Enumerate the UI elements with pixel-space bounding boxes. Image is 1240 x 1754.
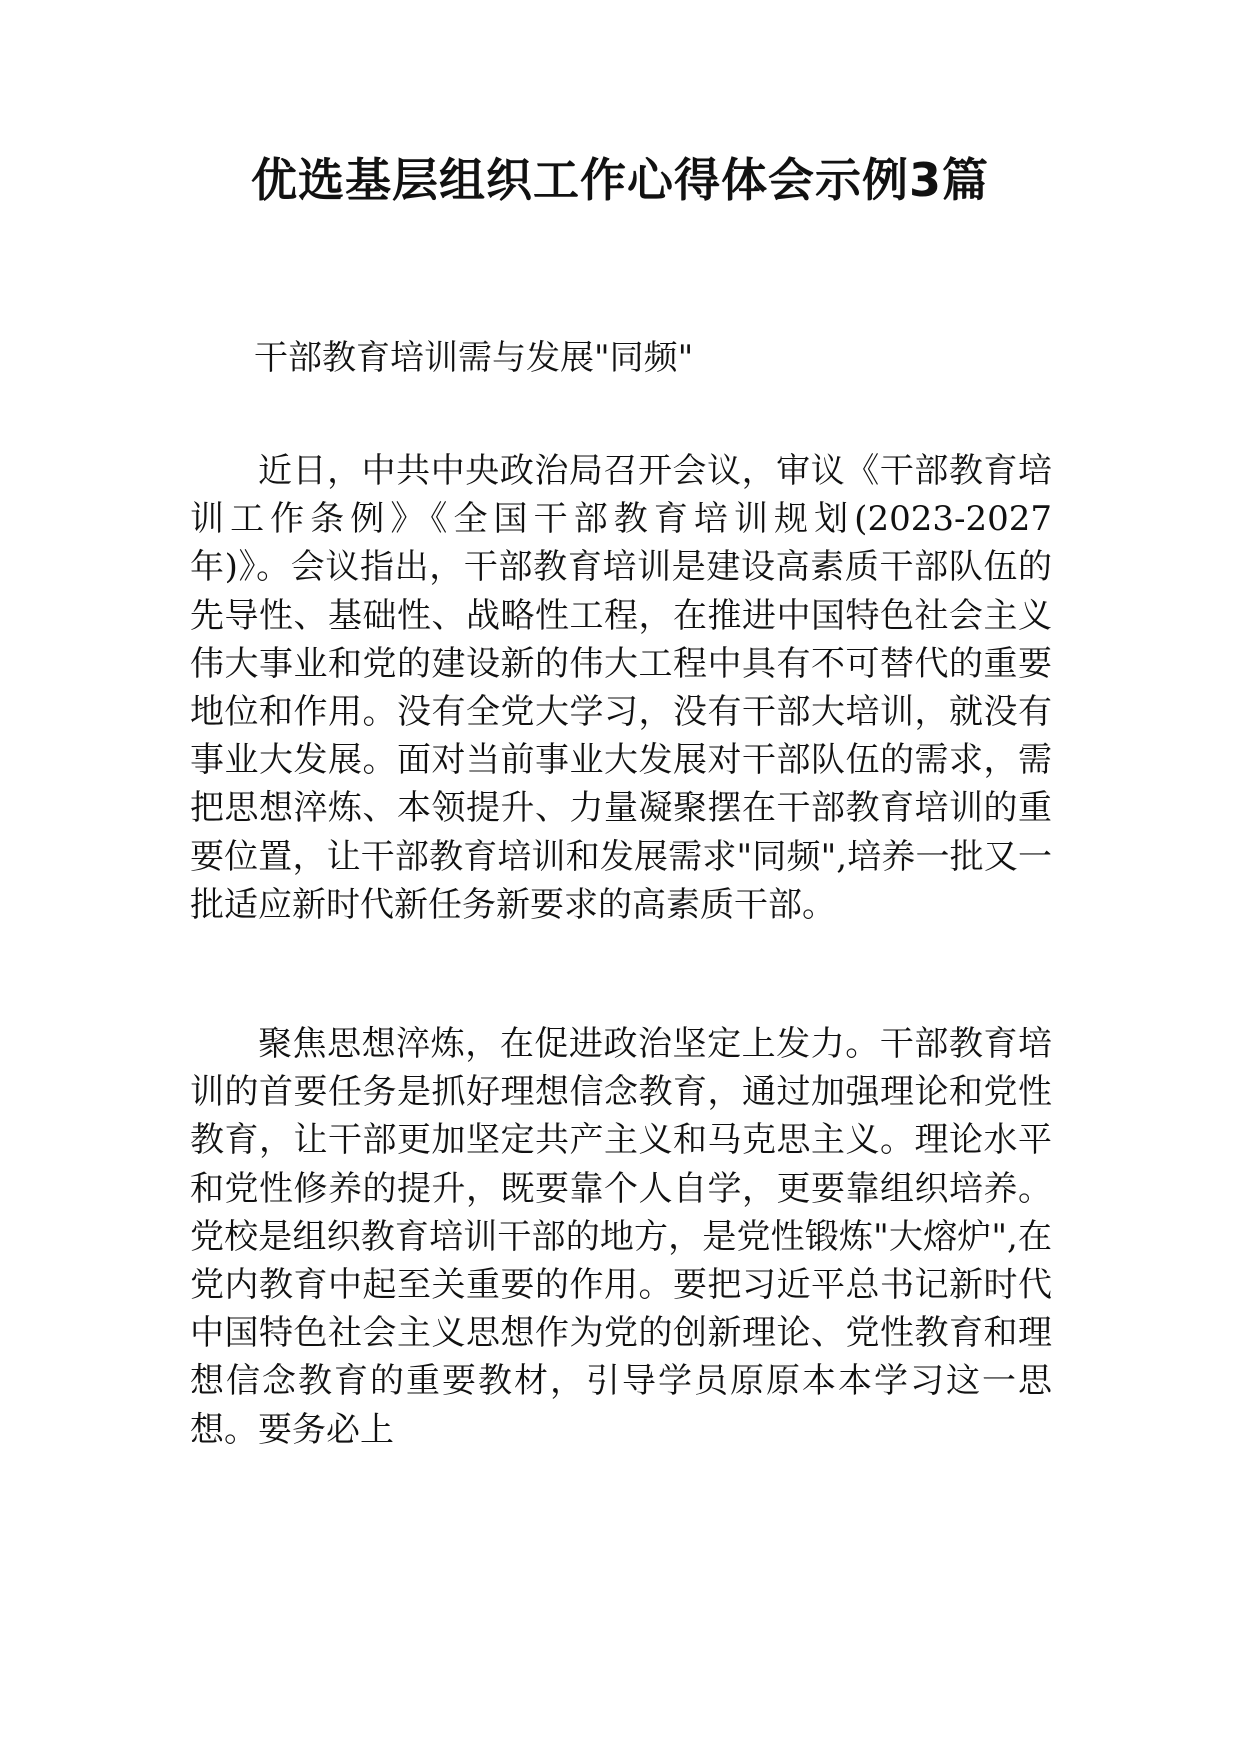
body-paragraph: 聚焦思想淬炼，在促进政治坚定上发力。干部教育培训的首要任务是抓好理想信念教育，通过加强理论和党性教育，让干部更加坚定共产主义和马克思主义。理论水平和党性修养的提升，既要靠个人自学，更要靠组织培养。党校是组织教育培训干部的地方，是党性锻炼"大熔炉",在党内教育中起至关重要的作用。要把习近平总书记新时代中国特色社会主义思想作为党的创新理论、党性教育和理想信念教育的重要教材，引导学员原原本本学习这一思想。要务必上 — [190, 1024, 1052, 1450]
body-paragraph: 近日，中共中央政治局召开会议，审议《干部教育培训工作条例》《全国干部教育培训规划(2023-2027 年)》。会议指出，干部教育培训是建设高素质干部队伍的先导性、基础性、战略性工程，在推进中国特色社会主义伟大事业和党的建设新的伟大工程中具有不可替代的重要地位和作用。没有全党大学习，没有干部大培训，就没有事业大发展。面对当前事业大发展对干部队伍的需求，需把思想淬炼、本领提升、力量凝聚摆在干部教育培训的重要位置，让干部教育培训和发展需求"同频",培养一批又一批适应新时代新任务新要求的高素质干部。 — [190, 451, 1052, 925]
document-title: 优选基层组织工作心得体会示例3篇 — [250, 153, 989, 207]
section-heading: 干部教育培训需与发展"同频" — [254, 338, 694, 378]
